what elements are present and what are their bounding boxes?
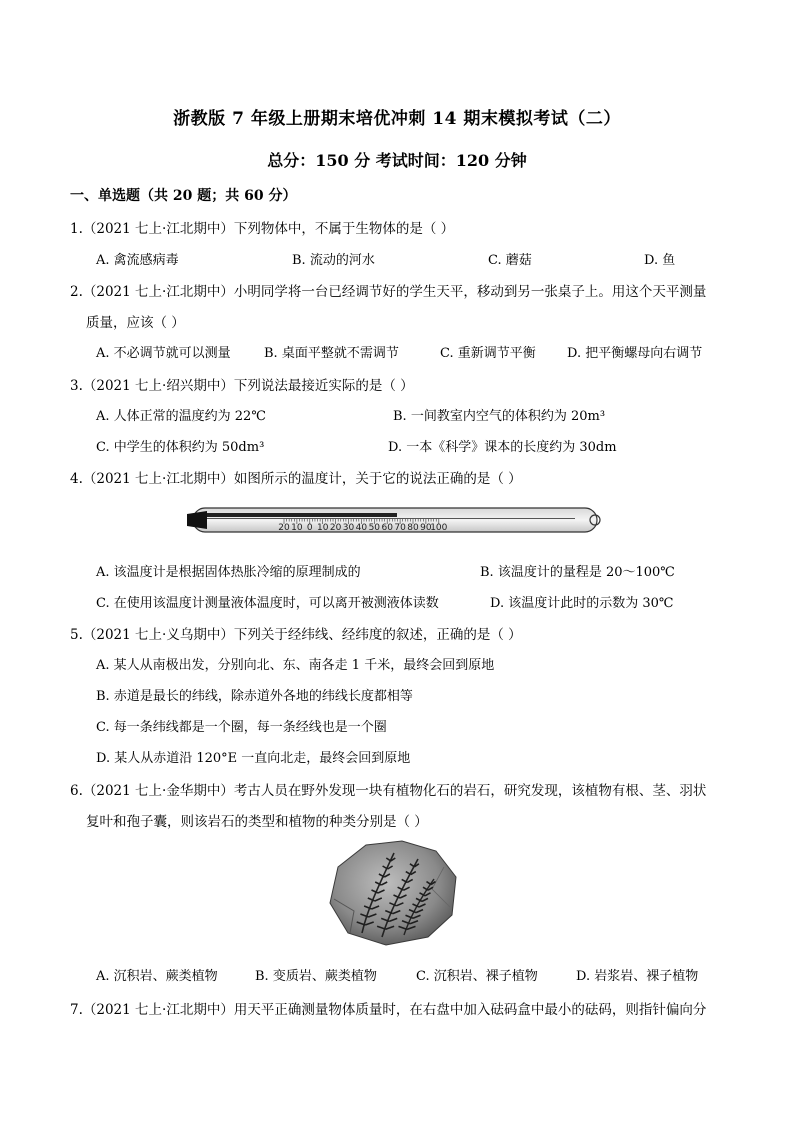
thermometer-figure xyxy=(185,502,605,538)
q1-option-a: A. 禽流感病毒 xyxy=(96,253,179,268)
q4-option-c: C. 在使用该温度计测量液体温度时，可以离开被测液体读数 xyxy=(96,596,439,611)
q2-option-d: D. 把平衡螺母向右调节 xyxy=(567,346,703,361)
q5-option-c: C. 每一条纬线都是一个圈，每一条经线也是一个圈 xyxy=(96,720,387,735)
q5-option-a: A. 某人从南极出发，分别向北、东、南各走 1 千米，最终会回到原地 xyxy=(96,658,495,673)
q1-option-b: B. 流动的河水 xyxy=(292,253,375,268)
q6-option-a: A. 沉积岩、蕨类植物 xyxy=(96,969,218,984)
q6-option-b: B. 变质岩、蕨类植物 xyxy=(255,969,377,984)
tick-label: 0 xyxy=(306,523,313,533)
tick-label: 20 xyxy=(278,523,290,533)
tick-label: 10 xyxy=(316,523,329,533)
q3-option-a: A. 人体正常的温度约为 22℃ xyxy=(96,409,266,424)
tick-label: 10 xyxy=(291,523,303,533)
q1-option-c: C. 蘑菇 xyxy=(488,253,532,268)
q4-option-a: A. 该温度计是根据固体热胀冷缩的原理制成的 xyxy=(96,565,361,580)
tick-label: 90 xyxy=(420,523,432,533)
q3-option-b: B. 一间教室内空气的体积约为 20m³ xyxy=(393,409,606,424)
question-5: 5.（2021 七上·义乌期中）下列关于经纬线、经纬度的叙述，正确的是（ ） xyxy=(70,627,522,643)
q5-option-d: D. 某人从赤道沿 120°E 一直向北走，最终会回到原地 xyxy=(96,751,411,766)
tick-label: 80 xyxy=(407,523,419,533)
page-title: 浙教版 7 年级上册期末培优冲刺 14 期末模拟考试（二） xyxy=(173,109,621,129)
question-1: 1.（2021 七上·江北期中）下列物体中，不属于生物体的是（ ） xyxy=(70,221,455,237)
tick-label: 30 xyxy=(342,523,355,533)
question-6-cont: 复叶和孢子囊，则该岩石的类型和植物的种类分别是（ ） xyxy=(86,814,428,830)
q6-option-c: C. 沉积岩、裸子植物 xyxy=(416,969,538,984)
q2-option-c: C. 重新调节平衡 xyxy=(440,346,536,361)
tick-label: 70 xyxy=(394,523,406,533)
mercury-column xyxy=(207,513,397,517)
question-2-cont: 质量，应该（ ） xyxy=(86,315,185,331)
tick-label: 40 xyxy=(355,523,368,533)
q3-option-c: C. 中学生的体积约为 50dm³ xyxy=(96,440,265,455)
question-4: 4.（2021 七上·江北期中）如图所示的温度计，关于它的说法正确的是（ ） xyxy=(70,471,522,487)
q2-option-b: B. 桌面平整就不需调节 xyxy=(264,346,399,361)
q4-option-b: B. 该温度计的量程是 20～100℃ xyxy=(480,565,675,580)
tick-label: 100 xyxy=(430,523,448,533)
tick-label: 20 xyxy=(329,523,342,533)
q4-option-d: D. 该温度计此时的示数为 30℃ xyxy=(490,596,674,611)
q1-option-d: D. 鱼 xyxy=(644,253,676,268)
tick-label: 50 xyxy=(368,523,381,533)
question-2: 2.（2021 七上·江北期中）小明同学将一台已经调节好的学生天平，移动到另一张桌子上。用这个天平测量 xyxy=(70,284,707,300)
question-7: 7.（2021 七上·江北期中）用天平正确测量物体质量时，在右盘中加入砝码盒中最小的砝码，则指针偏向分 xyxy=(70,1002,707,1018)
question-6: 6.（2021 七上·金华期中）考古人员在野外发现一块有植物化石的岩石，研究发现，该植物有根、茎、羽状 xyxy=(70,783,707,799)
question-3: 3.（2021 七上·绍兴期中）下列说法最接近实际的是（ ） xyxy=(70,378,414,394)
fossil-rock-image xyxy=(324,837,462,949)
section-heading: 一、单选题（共 20 题；共 60 分） xyxy=(70,188,297,204)
thermometer-bulb xyxy=(187,511,207,529)
tick-label: 60 xyxy=(381,523,393,533)
q5-option-b: B. 赤道是最长的纬线，除赤道外各地的纬线长度都相等 xyxy=(96,689,413,704)
exam-info: 总分：150 分 考试时间：120 分钟 xyxy=(267,151,527,170)
q6-option-d: D. 岩浆岩、裸子植物 xyxy=(576,969,699,984)
q2-option-a: A. 不必调节就可以测量 xyxy=(96,346,231,361)
q3-option-d: D. 一本《科学》课本的长度约为 30dm xyxy=(388,440,617,455)
